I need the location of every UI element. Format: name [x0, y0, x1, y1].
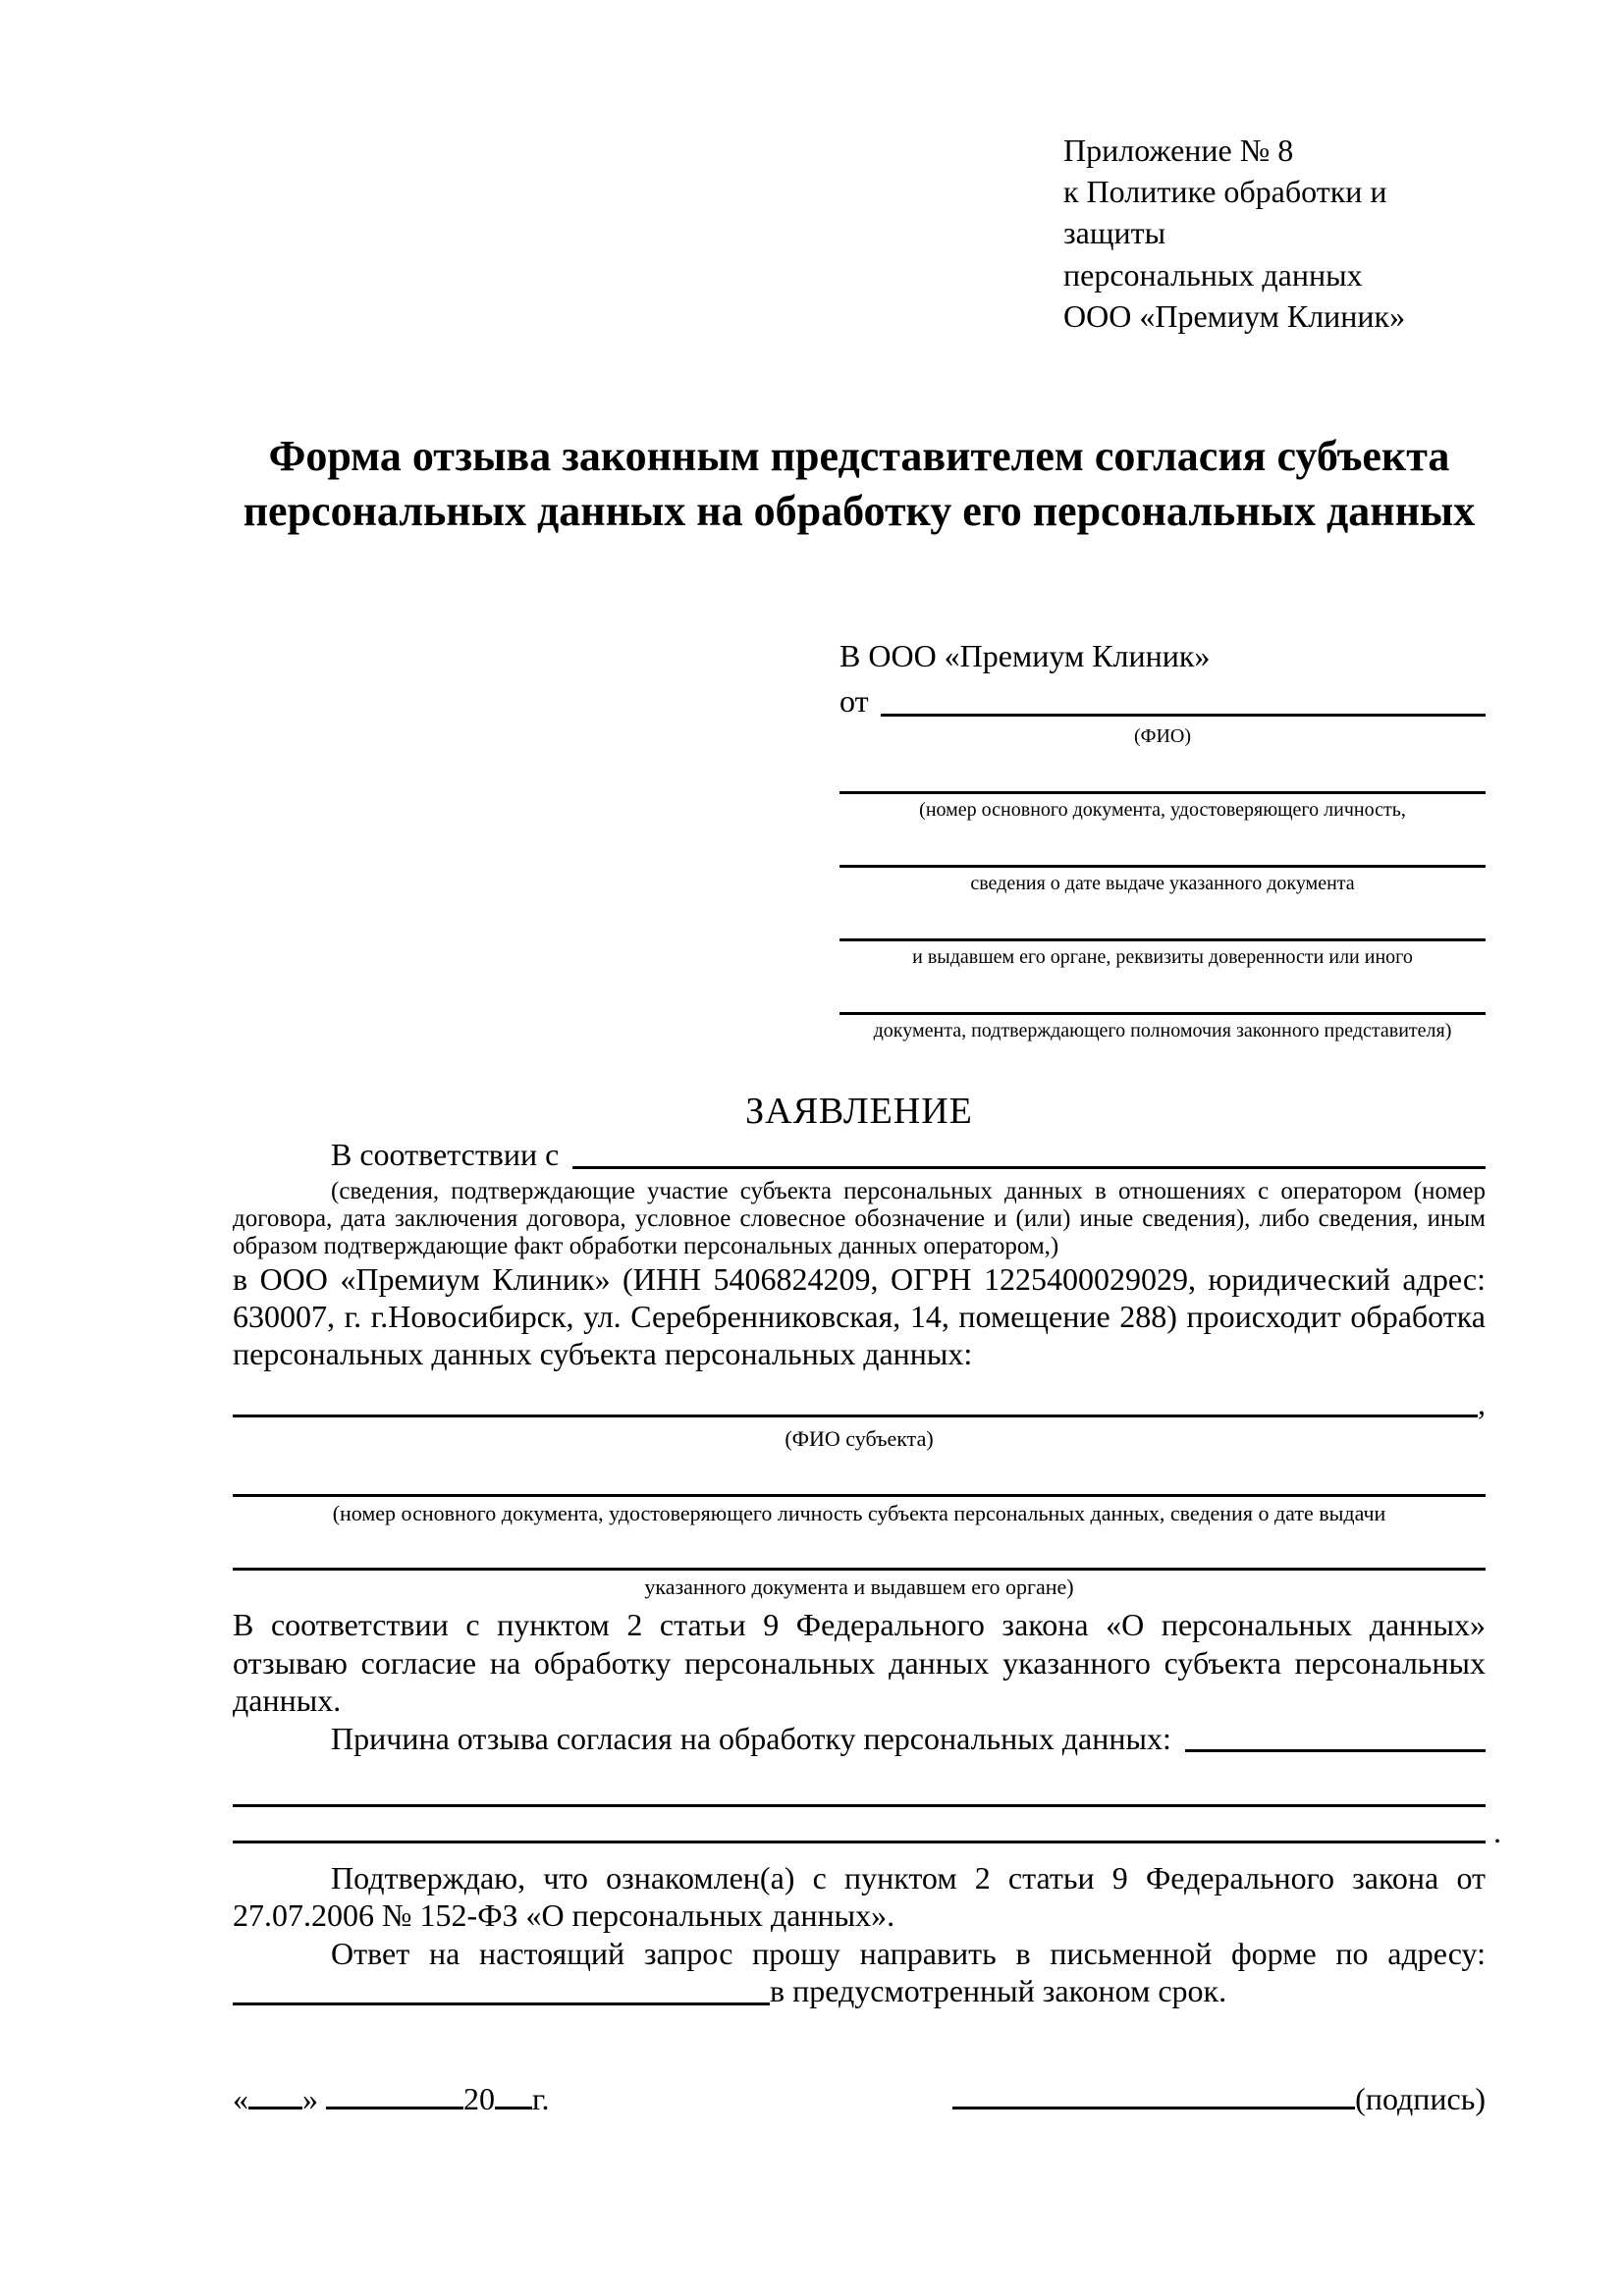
statement-heading: ЗАЯВЛЕНИЕ — [745, 1090, 973, 1132]
representative-doc-row — [839, 938, 1486, 969]
subject-doc-blank[interactable] — [233, 1494, 1486, 1497]
accordance-label: В соответствии с — [331, 1137, 560, 1173]
close-quote: » — [302, 2080, 318, 2116]
subject-doc-caption: (номер основного документа, удостоверяющего личность субъекта персональных данных, сведения о дате выдачи — [332, 1500, 1386, 1525]
doc-caption: (номер основного документа, удостоверяющего личность, — [919, 798, 1406, 821]
signature-group — [952, 2081, 1486, 2117]
signature-blank[interactable] — [952, 2104, 1355, 2109]
doc-caption: сведения о дате выдаче указанного документа — [970, 872, 1355, 894]
doc-issue-date-blank[interactable] — [839, 865, 1486, 868]
authority-doc-blank[interactable] — [839, 1012, 1486, 1015]
year-suffix: г. — [532, 2080, 550, 2116]
operator-paragraph: в ООО «Премиум Клиник» (ИНН 5406824209, ОГРН 1225400029029, юридический адрес: 630007, г. г.Новосибирск, ул. Серебренниковская, 14, помещение 288) происходит обработка персональных данных субъекта персональных данных: — [233, 1260, 1486, 1372]
response-tail: в предусмотренный законом срок. — [770, 1973, 1227, 2009]
fio-caption: (ФИО) — [1133, 724, 1191, 747]
doc-caption: документа, подтверждающего полномочия законного представителя) — [873, 1019, 1452, 1041]
doc-authority-blank[interactable] — [839, 938, 1486, 941]
reason-continuation-blank[interactable] — [233, 1804, 1486, 1807]
subject-doc-caption: указанного документа и выдавшем его органе) — [644, 1575, 1074, 1600]
date-group — [233, 2081, 550, 2117]
date-year-blank[interactable] — [495, 2104, 532, 2109]
appendix-note-line: ООО «Премиум Клиник» — [1063, 297, 1406, 334]
from-label: от — [839, 683, 869, 720]
subject-fio-caption: (ФИО субъекта) — [785, 1426, 934, 1452]
accordance-row — [233, 1136, 1486, 1173]
subject-doc-authority-blank[interactable] — [233, 1568, 1486, 1571]
representative-doc-row — [839, 865, 1486, 895]
representative-doc-row — [839, 791, 1486, 822]
trailing-comma: , — [1478, 1385, 1486, 1421]
date-day-blank[interactable] — [248, 2104, 302, 2109]
accordance-basis-blank[interactable] — [572, 1136, 1486, 1168]
representative-fio-blank[interactable] — [881, 682, 1486, 716]
signature-footer — [233, 2081, 1486, 2117]
representative-doc-row — [839, 1012, 1486, 1042]
appendix-note-line: Приложение № 8 — [1063, 133, 1294, 168]
reason-label: Причина отзыва согласия на обработку персональных данных: — [331, 1720, 1171, 1756]
doc-caption: и выдавшем его органе, реквизиты доверенности или иного — [912, 945, 1413, 968]
response-paragraph: Ответ на настоящий запрос прошу направить в письменной форме по адресу: — [331, 1935, 1486, 1971]
addressee-from-row — [839, 682, 1486, 720]
appendix-note — [1063, 130, 1486, 337]
subject-fio-blank[interactable] — [233, 1385, 1478, 1417]
reason-blank[interactable] — [1185, 1720, 1486, 1752]
addressee-to: В ООО «Премиум Клиник» — [839, 637, 1211, 673]
confirm-paragraph: Подтверждаю, что ознакомлен(а) с пунктом 2 статьи 9 Федерального закона от 27.07.2006 № 152-ФЗ «О персональных данных». — [233, 1859, 1486, 1934]
response-address-row — [233, 1972, 1486, 2009]
reason-continuation-blank[interactable] — [233, 1813, 1501, 1849]
appendix-note-line: персональных данных — [1063, 256, 1363, 293]
accordance-caption: (сведения, подтверждающие участие субъекта персональных данных в отношениях с оператором (номер договора, дата заключения договора, условное словесное обозначение и (или) иные сведения), либо сведения, иным образом подтверждающие факт обработки персональных данных оператором,) — [233, 1177, 1486, 1259]
date-month-blank[interactable] — [326, 2104, 463, 2109]
withdraw-paragraph: В соответствии с пунктом 2 статьи 9 Федерального закона «О персональных данных» отзываю согласие на обработку персональных данных указанного субъекта персональных данных. — [233, 1607, 1486, 1719]
open-quote: « — [233, 2080, 248, 2116]
reason-row — [233, 1720, 1486, 1757]
response-address-blank[interactable] — [233, 1972, 770, 2004]
signature-caption: (подпись) — [1355, 2080, 1486, 2116]
year-prefix: 20 — [463, 2080, 495, 2116]
form-title: Форма отзыва законным представителем согласия субъекта персональных данных на обработку его персональных данных — [243, 432, 1476, 536]
line-end-period: . — [1493, 1813, 1501, 1849]
subject-fio-row — [233, 1385, 1486, 1422]
addressee-block — [839, 637, 1486, 1042]
representative-doc-blank[interactable] — [839, 791, 1486, 794]
appendix-note-line: к Политике обработки и защиты — [1063, 174, 1387, 251]
